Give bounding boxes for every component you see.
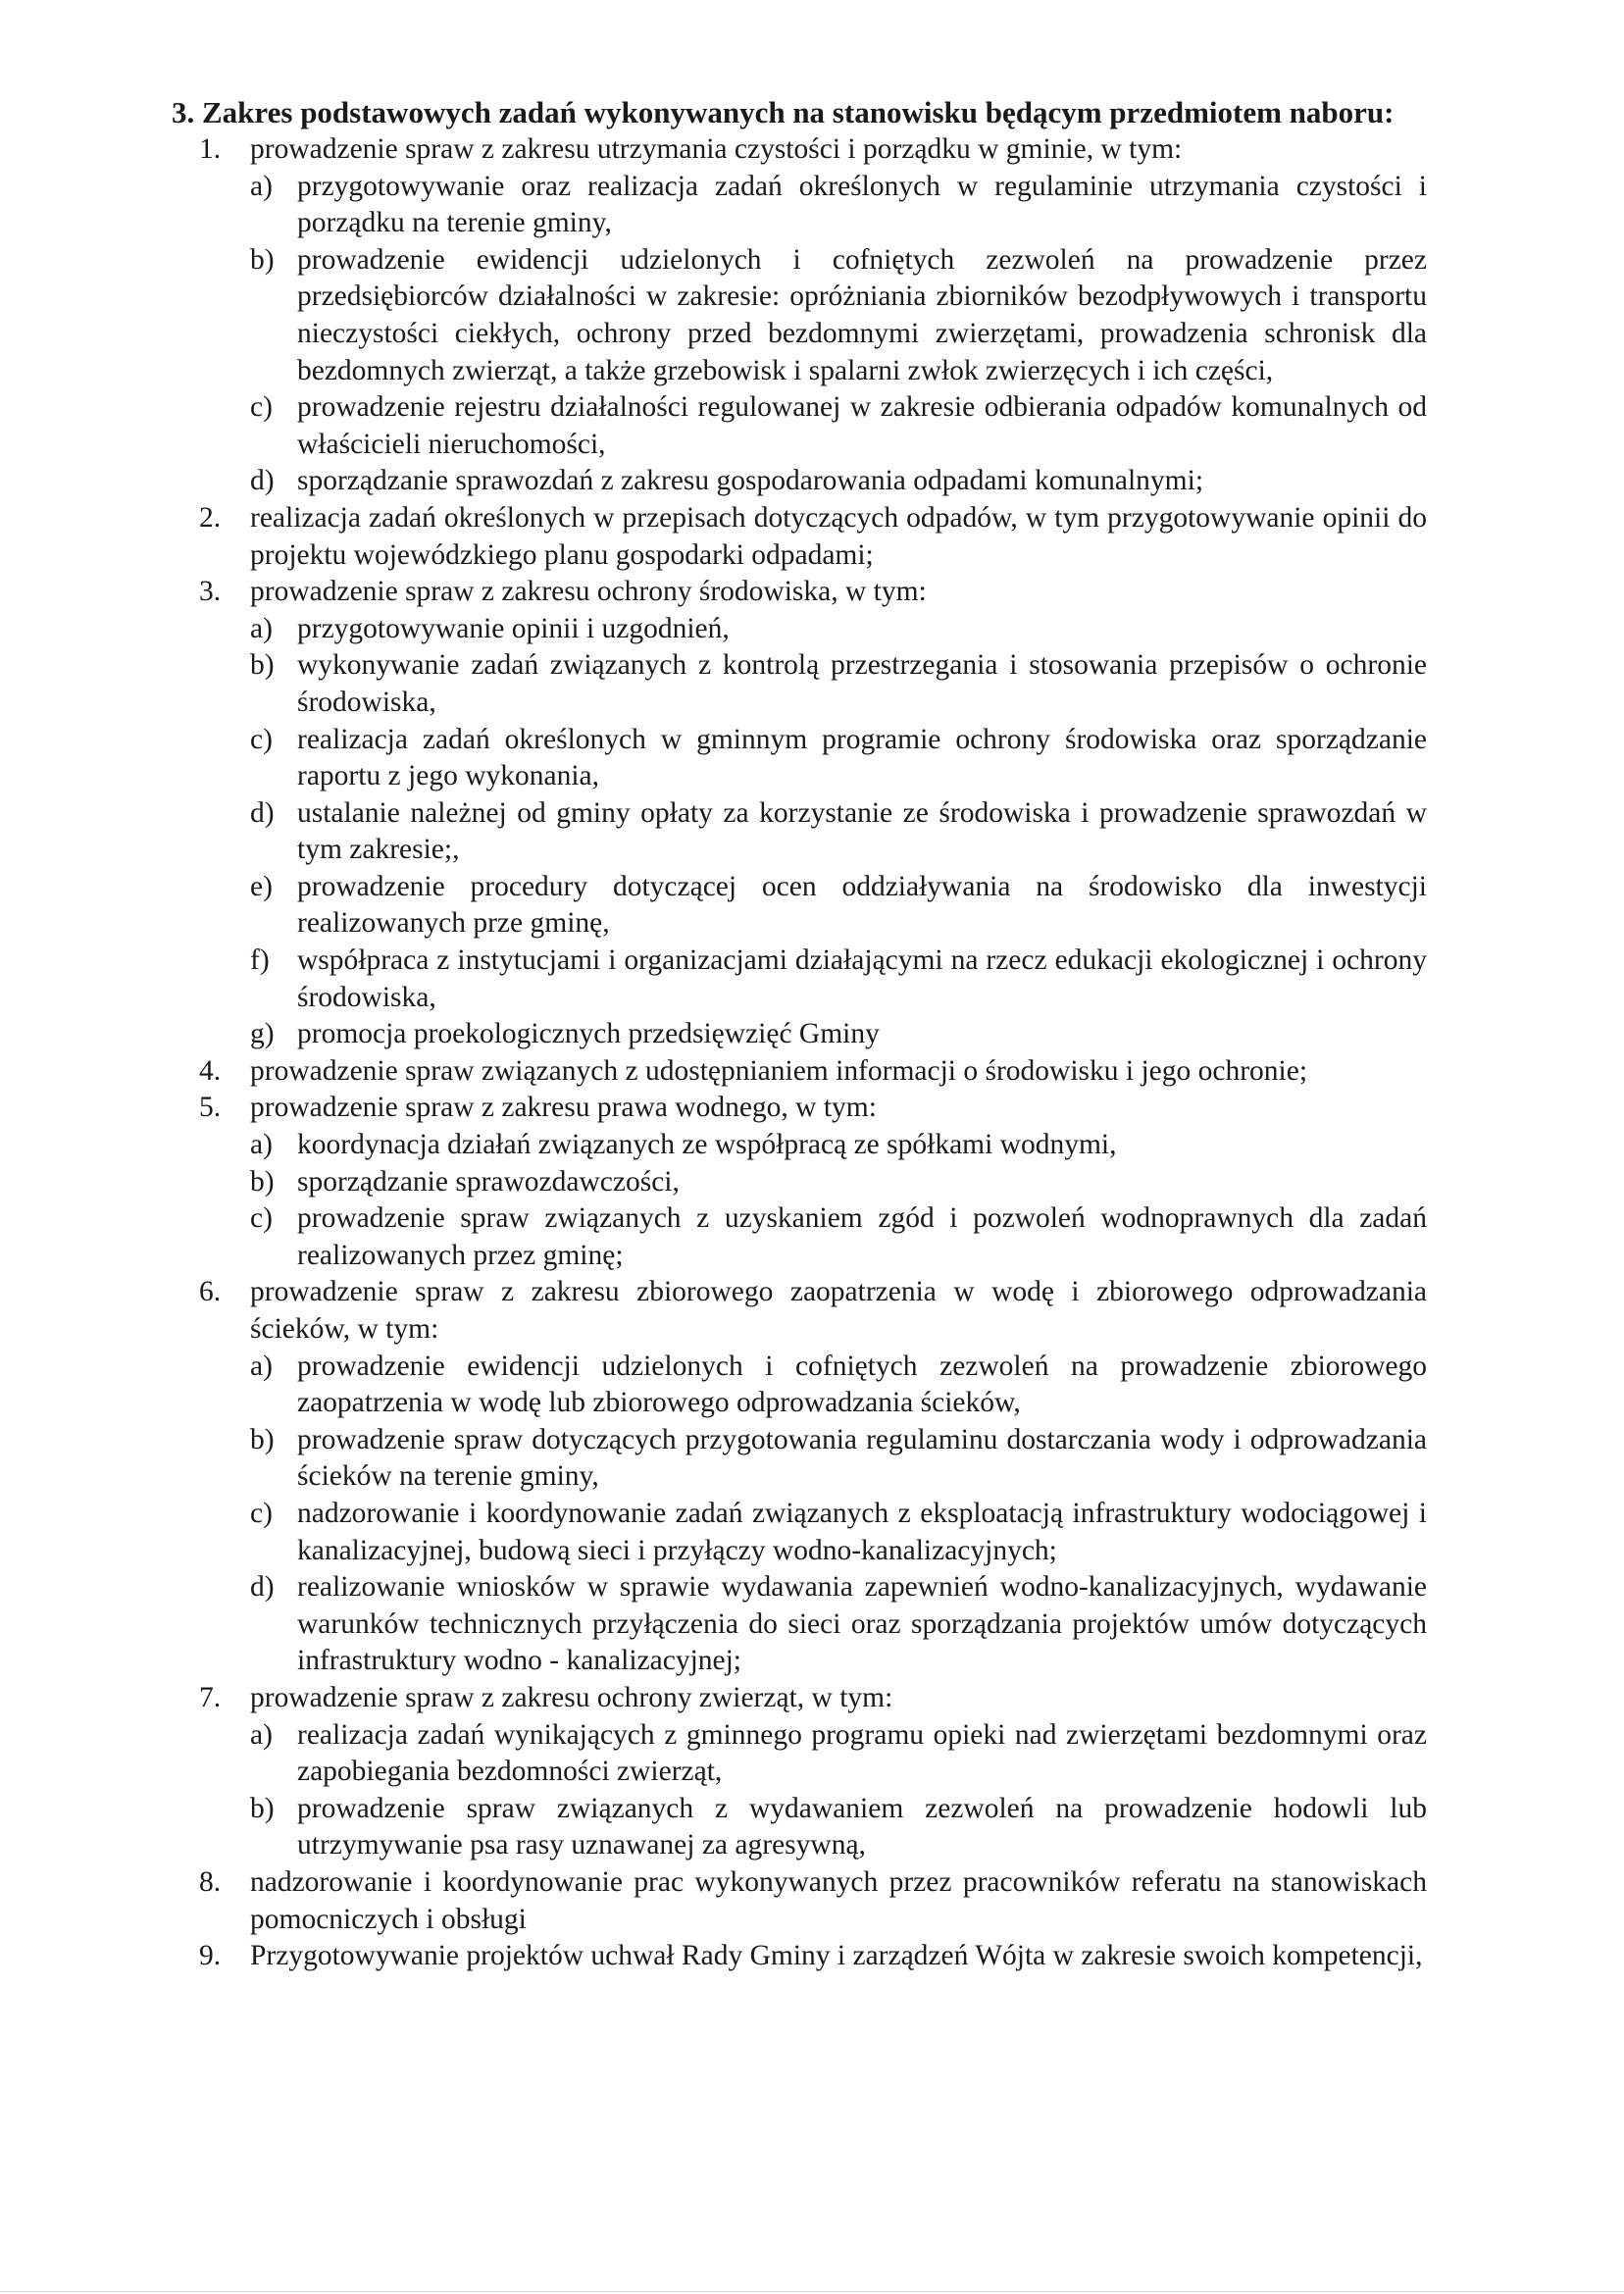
subtask-text: ustalanie należnej od gminy opłaty za korzystanie ze środowiska i prowadzenie sprawozdań w tym zakresie;, bbox=[297, 796, 1427, 866]
subtask-item bbox=[250, 795, 1427, 869]
subtask-letter: c) bbox=[250, 1202, 273, 1235]
subtask-text: prowadzenie rejestru działalności regulowanej w zakresie odbierania odpadów komunalnych od właścicieli nieruchomości, bbox=[297, 391, 1427, 460]
subtask-letter: d) bbox=[250, 465, 275, 497]
task-number: 9. bbox=[199, 1940, 222, 1972]
subtask-text: realizacja zadań wynikających z gminnego programu opieki nad zwierzętami bezdomnymi oraz zapobiegania bezdomności zwierząt, bbox=[297, 1718, 1427, 1788]
subtask-item bbox=[250, 1016, 1427, 1053]
task-item-8 bbox=[172, 1864, 1427, 1938]
subtask-text: koordynacja działań związanych ze współpracą ze spółkami wodnymi, bbox=[297, 1129, 1117, 1161]
task-text: prowadzenie spraw z zakresu utrzymania czystości i porządku w gminie, w tym: bbox=[250, 133, 1183, 165]
task-text: realizacja zadań określonych w przepisach dotyczących odpadów, w tym przygotowywanie opinii do projektu wojewódzkiego planu gospodarki odpadami; bbox=[250, 501, 1427, 571]
task-item-4 bbox=[172, 1053, 1427, 1091]
subtask-item bbox=[250, 463, 1427, 500]
task-item-9 bbox=[172, 1938, 1427, 1975]
subtask-text: prowadzenie spraw związanych z wydawaniem zezwoleń na prowadzenie hodowli lub utrzymywanie psa rasy uznawanej za agresywną, bbox=[297, 1792, 1427, 1861]
subtask-item bbox=[250, 1164, 1427, 1201]
task-text: prowadzenie spraw z zakresu ochrony zwierząt, w tym: bbox=[250, 1681, 893, 1713]
subtask-text: sporządzanie sprawozdawczości, bbox=[297, 1165, 680, 1198]
page-bottom-edge bbox=[0, 2291, 1624, 2292]
subtask-letter: d) bbox=[250, 1571, 275, 1604]
subtask-letter: a) bbox=[250, 170, 273, 202]
subtask-item bbox=[250, 1569, 1427, 1680]
subtask-letter: b) bbox=[250, 1165, 275, 1198]
task-number: 5. bbox=[199, 1092, 222, 1124]
subtask-item bbox=[250, 1717, 1427, 1791]
subtask-text: przygotowywanie oraz realizacja zadań określonych w regulaminie utrzymania czystości i porządku na terenie gminy, bbox=[297, 170, 1427, 239]
subtask-text: prowadzenie ewidencji udzielonych i cofniętych zezwoleń na prowadzenie przez przedsiębiorców działalności w zakresie: opróżniania zbiorników bezodpływowych i transportu nieczystości ciekłych, ochrony przed bezdomnymi zwierzętami, prowadzenia schronisk dla bezdomnych zwierząt, a także grzebowisk i spalarni zwłok zwierzęcych i ich części, bbox=[297, 243, 1427, 386]
subtask-text: nadzorowanie i koordynowanie zadań związanych z eksploatacją infrastruktury wodociągowej i kanalizacyjnej, budową sieci i przyłączy wodno-kanalizacyjnych; bbox=[297, 1497, 1427, 1566]
subtask-letter: f) bbox=[250, 944, 270, 977]
task-text: prowadzenie spraw z zakresu ochrony środowiska, w tym: bbox=[250, 576, 927, 608]
section-heading: 3. Zakres podstawowych zadań wykonywanych na stanowisku będącym przedmiotem naboru: bbox=[172, 95, 1395, 129]
subtask-item bbox=[250, 943, 1427, 1016]
subtask-item bbox=[250, 1127, 1427, 1164]
subtask-text: realizowanie wniosków w sprawie wydawania zapewnień wodno-kanalizacyjnych, wydawanie warunków technicznych przyłączenia do sieci oraz sporządzania projektów umów dotyczących infrastruktury wodno - kanalizacyjnej; bbox=[297, 1571, 1427, 1677]
subtask-text: prowadzenie spraw związanych z uzyskaniem zgód i pozwoleń wodnoprawnych dla zadań realizowanych przez gminę; bbox=[297, 1202, 1427, 1271]
subtask-text: współpraca z instytucjami i organizacjami działającymi na rzecz edukacji ekologicznej i ochrony środowiska, bbox=[297, 944, 1427, 1013]
task-text: nadzorowanie i koordynowanie prac wykonywanych przez pracowników referatu na stanowiskach pomocniczych i obsługi bbox=[250, 1865, 1427, 1935]
task-item-1 bbox=[172, 131, 1427, 500]
task-number: 1. bbox=[199, 133, 222, 165]
task-text: Przygotowywanie projektów uchwał Rady Gminy i zarządzeń Wójta w zakresie swoich kompetencji, bbox=[250, 1940, 1423, 1972]
subtask-letter: a) bbox=[250, 612, 273, 644]
subtask-letter: a) bbox=[250, 1718, 273, 1751]
subtask-text: wykonywanie zadań związanych z kontrolą przestrzegania i stosowania przepisów o ochronie środowiska, bbox=[297, 649, 1427, 718]
subtask-list bbox=[250, 1717, 1427, 1864]
subtask-text: prowadzenie spraw dotyczących przygotowania regulaminu dostarczania wody i odprowadzania ścieków na terenie gminy, bbox=[297, 1423, 1427, 1493]
subtask-item bbox=[250, 722, 1427, 795]
subtask-letter: b) bbox=[250, 1792, 275, 1824]
task-item-6 bbox=[172, 1274, 1427, 1680]
task-number: 6. bbox=[199, 1276, 222, 1308]
subtask-letter: c) bbox=[250, 391, 273, 424]
task-item-7 bbox=[172, 1680, 1427, 1864]
subtask-text: prowadzenie procedury dotyczącej ocen oddziaływania na środowisko dla inwestycji realizowanych prze gminę, bbox=[297, 870, 1427, 940]
subtask-list bbox=[250, 169, 1427, 500]
subtask-item bbox=[250, 869, 1427, 943]
subtask-text: sporządzanie sprawozdań z zakresu gospodarowania odpadami komunalnymi; bbox=[297, 465, 1204, 497]
task-number: 3. bbox=[199, 576, 222, 608]
subtask-letter: a) bbox=[250, 1129, 273, 1161]
subtask-item bbox=[250, 1200, 1427, 1274]
task-number: 4. bbox=[199, 1054, 222, 1087]
subtask-letter: c) bbox=[250, 1497, 273, 1529]
subtask-list bbox=[250, 1127, 1427, 1274]
subtask-item bbox=[250, 1422, 1427, 1496]
subtask-item bbox=[250, 1791, 1427, 1864]
task-item-5 bbox=[172, 1090, 1427, 1274]
task-list bbox=[172, 131, 1427, 1975]
subtask-list bbox=[250, 1349, 1427, 1680]
subtask-item bbox=[250, 389, 1427, 463]
subtask-item bbox=[250, 1349, 1427, 1422]
subtask-letter: b) bbox=[250, 1423, 275, 1455]
subtask-list bbox=[250, 611, 1427, 1053]
task-number: 7. bbox=[199, 1681, 222, 1713]
subtask-item bbox=[250, 647, 1427, 721]
subtask-item bbox=[250, 242, 1427, 389]
task-text: prowadzenie spraw z zakresu prawa wodnego, w tym: bbox=[250, 1092, 877, 1124]
subtask-letter: c) bbox=[250, 723, 273, 755]
subtask-item bbox=[250, 611, 1427, 648]
subtask-letter: e) bbox=[250, 870, 273, 902]
subtask-text: realizacja zadań określonych w gminnym programie ochrony środowiska oraz sporządzanie raportu z jego wykonania, bbox=[297, 723, 1427, 792]
subtask-item bbox=[250, 169, 1427, 242]
subtask-item bbox=[250, 1496, 1427, 1569]
subtask-letter: b) bbox=[250, 649, 275, 682]
task-number: 2. bbox=[199, 501, 222, 534]
task-item-3 bbox=[172, 574, 1427, 1053]
subtask-text: prowadzenie ewidencji udzielonych i cofniętych zezwoleń na prowadzenie zbiorowego zaopatrzenia w wodę lub zbiorowego odprowadzania ścieków, bbox=[297, 1350, 1427, 1419]
task-text: prowadzenie spraw z zakresu zbiorowego zaopatrzenia w wodę i zbiorowego odprowadzania ścieków, w tym: bbox=[250, 1276, 1427, 1345]
document-content bbox=[172, 94, 1427, 1975]
task-text: prowadzenie spraw związanych z udostępnianiem informacji o środowisku i jego ochronie; bbox=[250, 1054, 1308, 1087]
subtask-letter: a) bbox=[250, 1350, 273, 1382]
subtask-text: promocja proekologicznych przedsięwzięć Gminy bbox=[297, 1018, 880, 1050]
task-number: 8. bbox=[199, 1865, 222, 1898]
subtask-letter: d) bbox=[250, 796, 275, 829]
subtask-text: przygotowywanie opinii i uzgodnień, bbox=[297, 612, 730, 644]
subtask-letter: g) bbox=[250, 1018, 275, 1050]
subtask-letter: b) bbox=[250, 243, 275, 276]
task-item-2 bbox=[172, 500, 1427, 574]
